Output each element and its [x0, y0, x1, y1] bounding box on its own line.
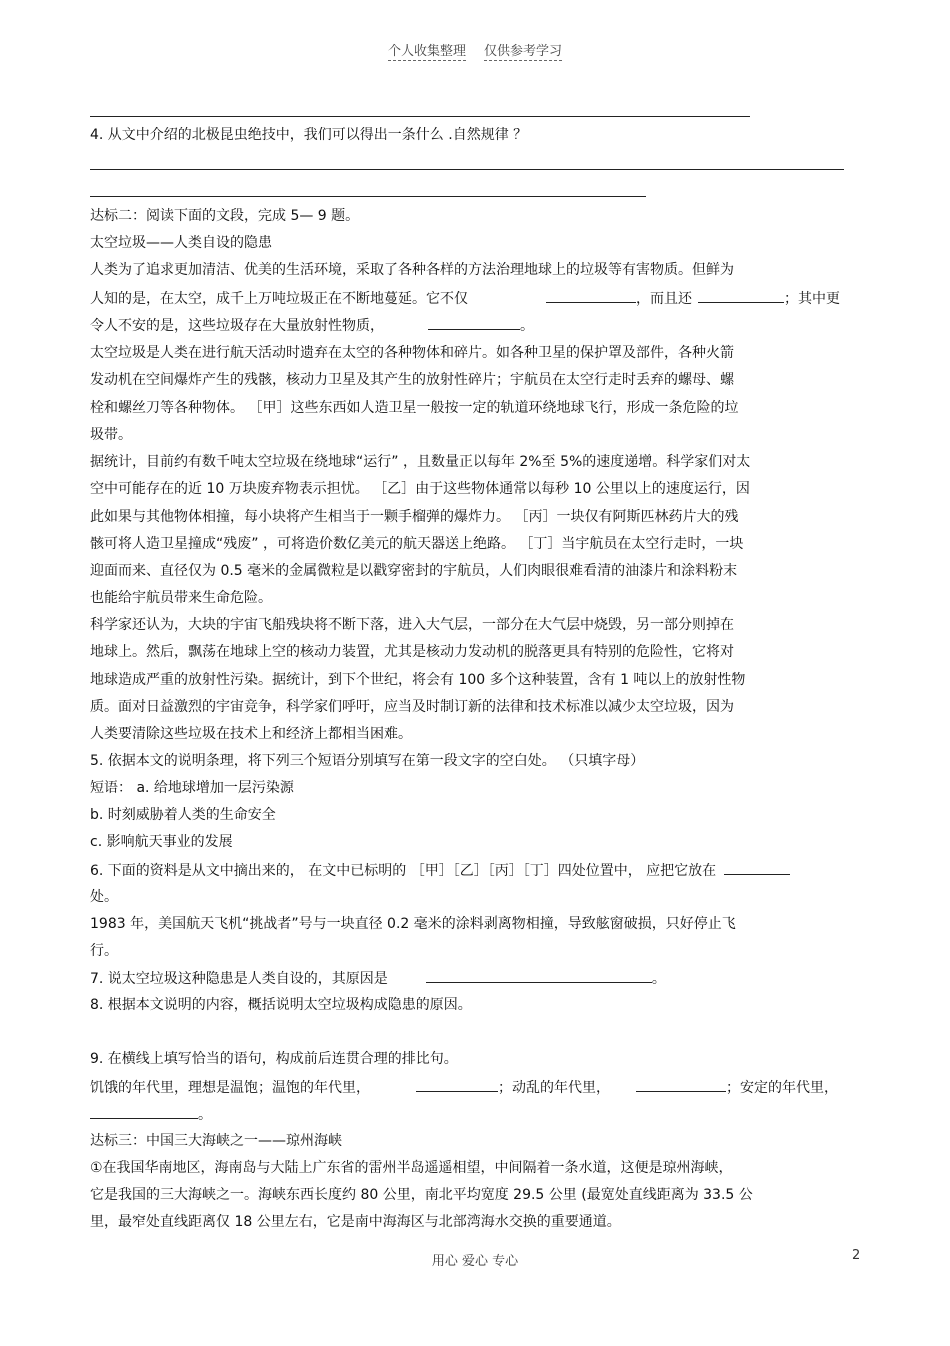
question-9: 9. 在横线上填写恰当的语句，构成前后连贯合理的排比句。 — [90, 1051, 458, 1067]
section-2-title: 达标二：阅读下面的文段，完成 5— 9 题。 — [90, 208, 360, 224]
paragraph-line: 科学家还认为，大块的宇宙飞船残块将不断下落，进入大气层，一部分在大气层中烧毁，另一部分则掉在 — [90, 617, 734, 633]
paragraph-line: 迎面而来、直径仅为 0.5 毫米的金属微粒是以戳穿密封的宇航员，人们肉眼很难看清的油漆片和涂料粉末 — [90, 563, 738, 579]
phrase-c: c. 影响航天事业的发展 — [90, 834, 233, 850]
paragraph-line: 地球造成严重的放射性污染。据统计，到下个世纪，将会有 100 多个这种装置，含有 1 吨以上的放射性物 — [90, 672, 746, 688]
paragraph-line: 空中可能存在的近 10 万块废弃物表示担忧。 ［乙］由于这些物体通常以每秒 10 公里以上的速度运行，因 — [90, 481, 750, 497]
paragraph-line: 人知的是，在太空，成千上万吨垃圾正在不断地蔓延。它不仅 ，而且还 ；其中更 — [90, 288, 840, 309]
paragraph-line: 圾带。 — [90, 427, 132, 443]
paragraph-line: 地球上。然后，飘荡在地球上空的核动力装置，尤其是核动力发动机的脱落更具有特别的危险性，它将对 — [90, 644, 734, 660]
answer-line — [90, 116, 750, 117]
question-5: 5. 依据本文的说明条理，将下列三个短语分别填写在第一段文字的空白处。 （只填字母） — [90, 753, 645, 769]
paragraph-line: 人类要清除这些垃圾在技术上和经济上都相当困难。 — [90, 726, 412, 742]
paragraph-line: 。 — [90, 1104, 212, 1125]
paragraph-line: 也能给宇航员带来生命危险。 — [90, 590, 272, 606]
question-8: 8. 根据本文说明的内容，概括说明太空垃圾构成隐患的原因。 — [90, 997, 472, 1013]
phrase-a: 短语： a. 给地球增加一层污染源 — [90, 780, 294, 796]
answer-line — [90, 169, 844, 170]
paragraph-line: 饥饿的年代里，理想是温饱；温饱的年代里， ；动乱的年代里， ；安定的年代里， — [90, 1077, 838, 1098]
paragraph-line: 人类为了追求更加清洁、优美的生活环境，采取了各种各样的方法治理地球上的垃圾等有害物质。但鲜为 — [90, 262, 734, 278]
paragraph-line: 太空垃圾是人类在进行航天活动时遗弃在太空的各种物体和碎片。如各种卫星的保护罩及部件，各种火箭 — [90, 345, 734, 361]
paragraph-line: 此如果与其他物体相撞，每小块将产生相当于一颗手榴弹的爆炸力。 ［丙］一块仅有阿斯匹林药片大的残 — [90, 509, 739, 525]
answer-line — [90, 196, 646, 197]
question-6: 6. 下面的资料是从文中摘出来的， 在文中已标明的 ［甲］［乙］［丙］［丁］四处位置中， 应把它放在 — [90, 860, 790, 881]
article-title: 太空垃圾——人类自设的隐患 — [90, 235, 272, 251]
paragraph-line: 1983 年，美国航天飞机“挑战者”号与一块直径 0.2 毫米的涂料剥离物相撞，导致舷窗破损，只好停止飞 — [90, 916, 736, 932]
paragraph-line: 据统计，目前约有数千吨太空垃圾在绕地球“运行” ，且数量正以每年 2%至 5%的速度递增。科学家们对太 — [90, 454, 751, 470]
paragraph-line: 里，最窄处直线距离仅 18 公里左右，它是南中海海区与北部湾海水交换的重要通道。 — [90, 1214, 621, 1230]
header-left: 个人收集整理 — [388, 40, 466, 61]
paragraph-line: 骸可将人造卫星撞成“残废” ，可将造价数亿美元的航天器送上绝路。 ［丁］当宇航员在太空行走时，一块 — [90, 536, 744, 552]
question-7: 7. 说太空垃圾这种隐患是人类自设的，其原因是 。 — [90, 968, 666, 989]
paragraph-line: 质。面对日益激烈的宇宙竞争，科学家们呼吁，应当及时制订新的法律和技术标准以减少太空垃圾，因为 — [90, 699, 734, 715]
page-number: 2 — [852, 1248, 861, 1263]
paragraph-line: 处。 — [90, 889, 118, 905]
paragraph-line: 行。 — [90, 943, 118, 959]
phrase-b: b. 时刻威胁着人类的生命安全 — [90, 807, 276, 823]
page-footer: 用心 爱心 专心 — [431, 1254, 519, 1269]
paragraph-line: 发动机在空间爆炸产生的残骸，核动力卫星及其产生的放射性碎片；宇航员在太空行走时丢弃的螺母、螺 — [90, 372, 734, 388]
section-3-title: 达标三：中国三大海峡之一——琼州海峡 — [90, 1133, 342, 1149]
paragraph-line: 它是我国的三大海峡之一。海峡东西长度约 80 公里，南北平均宽度 29.5 公里 (最宽处直线距离为 33.5 公 — [90, 1187, 753, 1203]
header-right: 仅供参考学习 — [484, 40, 562, 61]
paragraph-line: 栓和螺丝刀等各种物体。 ［甲］这些东西如人造卫星一般按一定的轨道环绕地球飞行，形成一条危险的垃 — [90, 400, 739, 416]
question-4: 4. 从文中介绍的北极昆虫绝技中，我们可以得出一条什么 .自然规律 ？ — [90, 127, 528, 143]
paragraph-line: ①在我国华南地区，海南岛与大陆上广东省的雷州半岛遥遥相望，中间隔着一条水道，这便是琼州海峡， — [90, 1160, 733, 1176]
page-header — [0, 40, 950, 61]
paragraph-line: 令人不安的是，这些垃圾存在大量放射性物质， 。 — [90, 315, 534, 336]
